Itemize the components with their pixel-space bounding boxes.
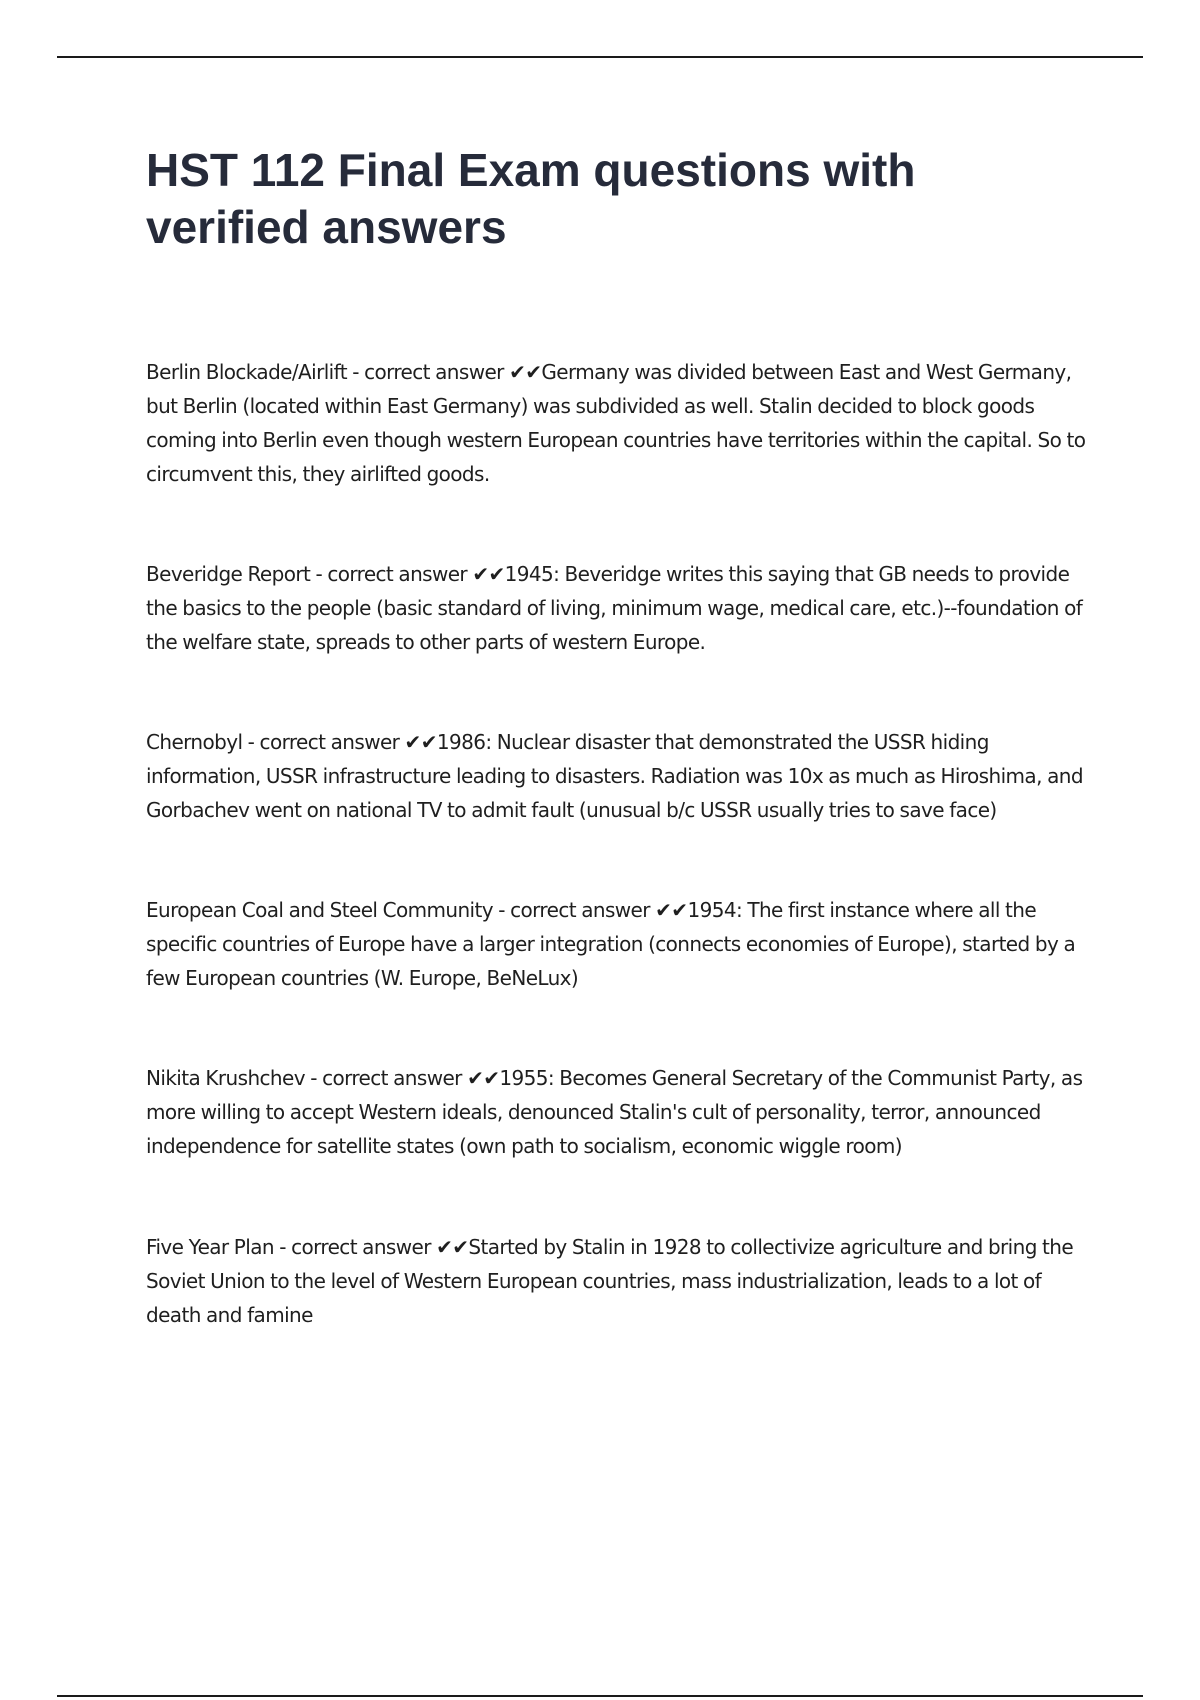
qa-answer: 1954: The first instance where all the specific countries of Europe have a larger integration (connects economies of Europe), started by a few European countries (W. Europe, BeNeLux) <box>146 898 1076 990</box>
qa-answer: 1986: Nuclear disaster that demonstrated the USSR hiding information, USSR infrastructure leading to disasters. Radiation was 10x as much as Hiroshima, and Gorbachev went on national TV to admit fault (unusual b/c USSR usually tries to save face) <box>146 730 1083 822</box>
qa-entry-five-year-plan <box>146 1230 1091 1332</box>
qa-term: Nikita Krushchev <box>146 1066 305 1090</box>
check-marks-icon: ✔✔ <box>467 1066 500 1090</box>
qa-separator: - correct answer <box>304 1066 468 1090</box>
qa-answer: Started by Stalin in 1928 to collectivize agriculture and bring the Soviet Union to the level of Western European countries, mass industrialization, leads to a lot of death and famine <box>146 1235 1074 1327</box>
qa-entry-berlin-blockade <box>146 355 1091 491</box>
qa-term: Beveridge Report <box>146 562 311 586</box>
qa-term: Five Year Plan <box>146 1235 274 1259</box>
check-marks-icon: ✔✔ <box>509 360 542 384</box>
check-marks-icon: ✔✔ <box>655 898 688 922</box>
qa-entry-krushchev <box>146 1061 1091 1163</box>
qa-answer: 1955: Becomes General Secretary of the Communist Party, as more willing to accept Western ideals, denounced Stalin's cult of personality, terror, announced independence for satellite states (own path to socialism, economic wiggle room) <box>146 1066 1083 1158</box>
qa-entry-chernobyl <box>146 725 1091 827</box>
top-rule <box>57 56 1143 58</box>
qa-separator: - correct answer <box>310 562 473 586</box>
qa-answer: Germany was divided between East and West Germany, but Berlin (located within East Germany) was subdivided as well. Stalin decided to block goods coming into Berlin even though western European countries have territories within the capital. So to circumvent this, they airlifted goods. <box>146 360 1086 486</box>
bottom-rule <box>57 1695 1143 1697</box>
check-marks-icon: ✔✔ <box>404 730 437 754</box>
qa-term: Berlin Blockade/Airlift <box>146 360 347 384</box>
check-marks-icon: ✔✔ <box>472 562 505 586</box>
qa-separator: - correct answer <box>242 730 405 754</box>
qa-separator: - correct answer <box>273 1235 437 1259</box>
check-marks-icon: ✔✔ <box>436 1235 469 1259</box>
qa-entry-ecsc <box>146 893 1091 995</box>
qa-separator: - correct answer <box>493 898 656 922</box>
document-title: HST 112 Final Exam questions with verified answers <box>146 144 916 253</box>
qa-separator: - correct answer <box>346 360 510 384</box>
qa-entry-beveridge-report <box>146 557 1091 659</box>
qa-term: Chernobyl <box>146 730 243 754</box>
qa-term: European Coal and Steel Community <box>146 898 493 922</box>
qa-answer: 1945: Beveridge writes this saying that GB needs to provide the basics to the people (basic standard of living, minimum wage, medical care, etc.)--foundation of the welfare state, spreads to other parts of western Europe. <box>146 562 1083 654</box>
